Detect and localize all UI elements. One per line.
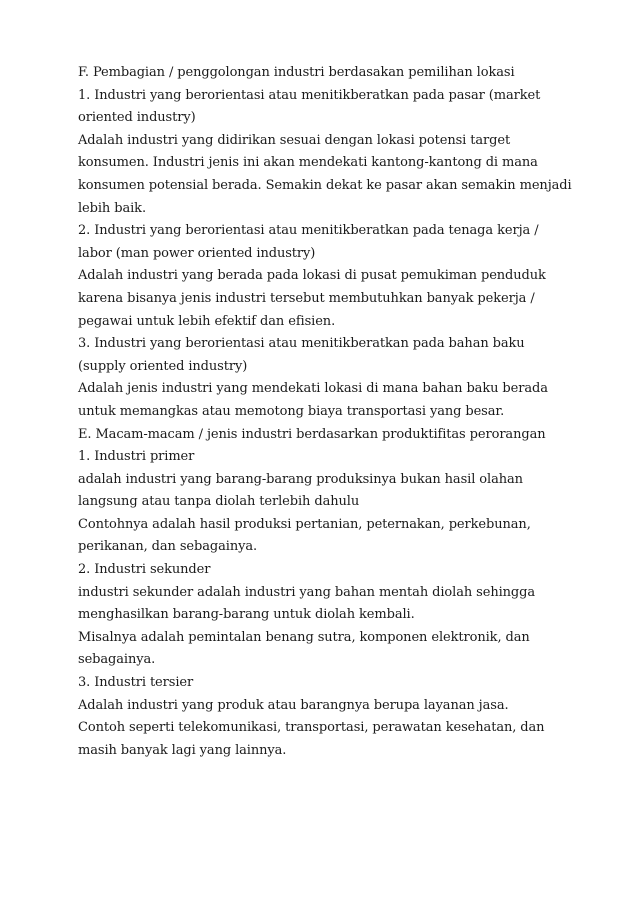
paragraph-line: konsumen potensial berada. Semakin dekat ke pasar akan semakin menjadi: [78, 177, 572, 193]
paragraph-line: Misalnya adalah pemintalan benang sutra, komponen elektronik, dan: [78, 629, 530, 645]
paragraph-line: karena bisanya jenis industri tersebut membutuhkan banyak pekerja /: [78, 290, 535, 306]
list-item-heading: 3. Industri yang berorientasi atau menitikberatkan pada bahan baku: [78, 336, 525, 352]
paragraph-line: langsung atau tanpa diolah terlebih dahulu: [78, 494, 360, 510]
document-body: [78, 62, 578, 762]
list-item-heading: (supply oriented industry): [78, 358, 248, 374]
paragraph-line: Adalah jenis industri yang mendekati lokasi di mana bahan baku berada: [78, 381, 548, 397]
paragraph-line: perikanan, dan sebagainya.: [78, 539, 258, 555]
paragraph-line: adalah industri yang barang-barang produksinya bukan hasil olahan: [78, 471, 523, 487]
paragraph-line: Adalah industri yang berada pada lokasi di pusat pemukiman penduduk: [78, 268, 546, 284]
list-item-heading: labor (man power oriented industry): [78, 245, 316, 261]
list-item-heading: 3. Industri tersier: [78, 675, 194, 691]
paragraph-line: Adalah industri yang produk atau barangnya berupa layanan jasa.: [78, 697, 509, 713]
list-item-heading: 2. Industri sekunder: [78, 562, 211, 578]
paragraph-line: Contohnya adalah hasil produksi pertanian, peternakan, perkebunan,: [78, 516, 531, 532]
list-item-heading: 2. Industri yang berorientasi atau menitikberatkan pada tenaga kerja /: [78, 223, 539, 239]
paragraph-line: lebih baik.: [78, 200, 146, 216]
paragraph-line: industri sekunder adalah industri yang bahan mentah diolah sehingga: [78, 584, 536, 600]
paragraph-line: Contoh seperti telekomunikasi, transportasi, perawatan kesehatan, dan: [78, 720, 545, 736]
paragraph-line: sebagainya.: [78, 652, 156, 668]
section-heading-f: F. Pembagian / penggolongan industri berdasakan pemilihan lokasi: [78, 65, 515, 80]
paragraph-line: untuk memangkas atau memotong biaya transportasi yang besar.: [78, 403, 505, 419]
paragraph-line: konsumen. Industri jenis ini akan mendekati kantong-kantong di mana: [78, 155, 538, 171]
paragraph-line: pegawai untuk lebih efektif dan efisien.: [78, 313, 336, 329]
paragraph-line: menghasilkan barang-barang untuk diolah kembali.: [78, 607, 415, 623]
paragraph-line: Adalah industri yang didirikan sesuai dengan lokasi potensi target: [78, 132, 511, 148]
list-item-heading: 1. Industri primer: [78, 449, 195, 465]
list-item-heading: oriented industry): [78, 110, 196, 126]
list-item-heading: 1. Industri yang berorientasi atau menitikberatkan pada pasar (market: [78, 87, 541, 103]
paragraph-line: masih banyak lagi yang lainnya.: [78, 742, 287, 758]
section-heading-e: E. Macam-macam / jenis industri berdasarkan produktifitas perorangan: [78, 426, 546, 442]
